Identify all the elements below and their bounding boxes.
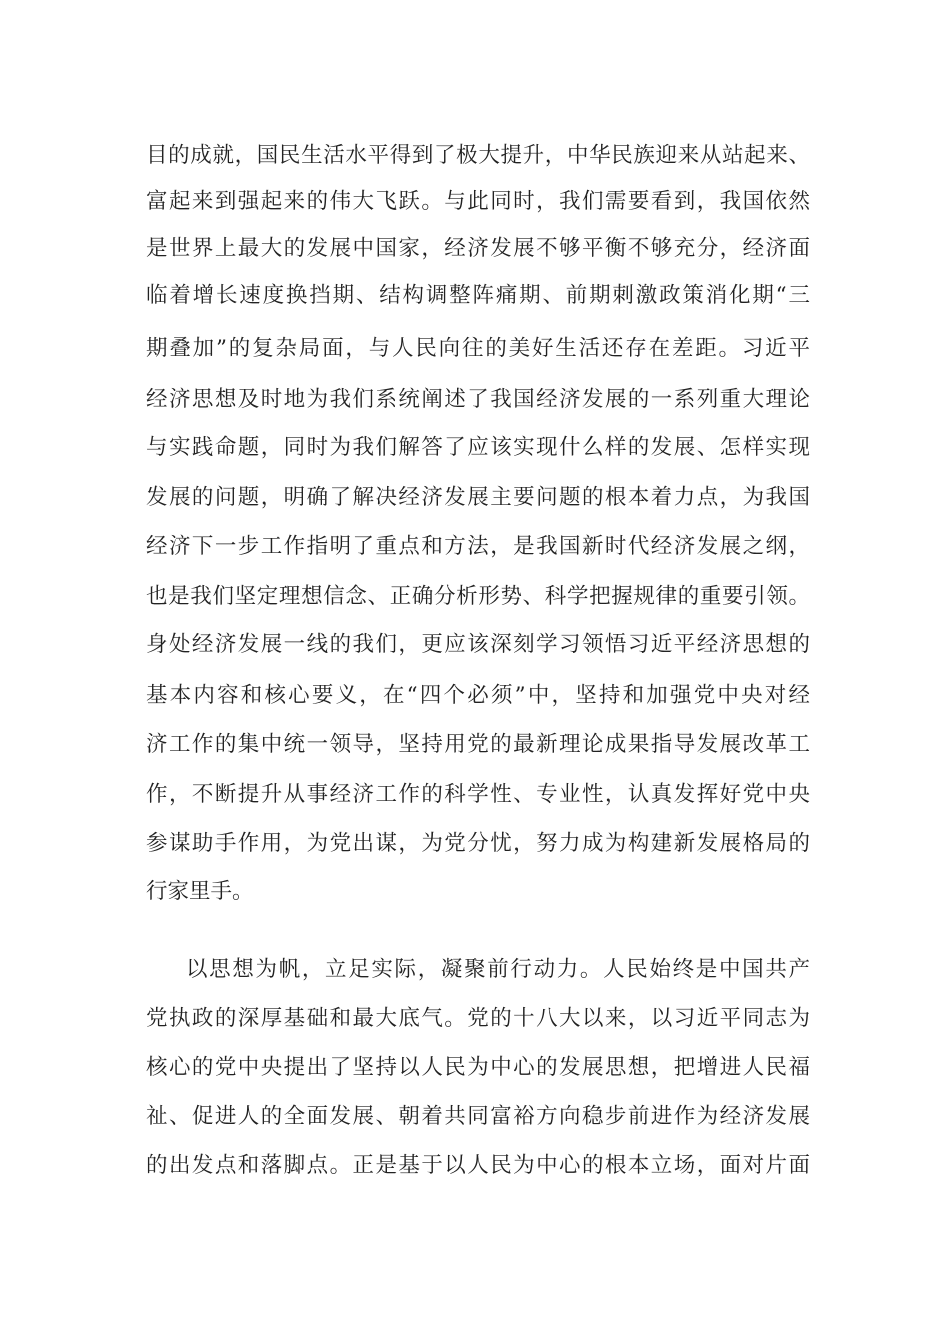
text-line: 是世界上最大的发展中国家，经济发展不够平衡不够充分，经济面 (146, 236, 810, 261)
text-line: 期叠加”的复杂局面，与人民向往的美好生活还存在差距。习近平 (146, 336, 810, 361)
text-line: 参谋助手作用，为党出谋，为党分忧，努力成为构建新发展格局的 (146, 831, 810, 856)
text-line: 与实践命题，同时为我们解答了应该实现什么样的发展、怎样实现 (146, 435, 810, 460)
text-line: 经济思想及时地为我们系统阐述了我国经济发展的一系列重大理论 (146, 387, 810, 412)
text-line: 身处经济发展一线的我们，更应该深刻学习领悟习近平经济思想的 (146, 632, 810, 657)
text-line: 发展的问题，明确了解决经济发展主要问题的根本着力点，为我国 (146, 485, 810, 510)
text-line: 基本内容和核心要义，在“四个必须”中，坚持和加强党中央对经 (146, 683, 810, 708)
text-line: 济工作的集中统一领导，坚持用党的最新理论成果指导发展改革工 (146, 732, 810, 757)
text-line: 作，不断提升从事经济工作的科学性、专业性，认真发挥好党中央 (146, 782, 810, 807)
text-line: 祉、促进人的全面发展、朝着共同富裕方向稳步前进作为经济发展 (146, 1104, 810, 1129)
text-line: 经济下一步工作指明了重点和方法，是我国新时代经济发展之纲， (146, 534, 810, 559)
text-line: 党执政的深厚基础和最大底气。党的十八大以来，以习近平同志为 (146, 1006, 810, 1031)
text-line: 的出发点和落脚点。正是基于以人民为中心的根本立场，面对片面 (146, 1153, 810, 1178)
text-line: 行家里手。 (146, 879, 254, 904)
text-line: 目的成就，国民生活水平得到了极大提升，中华民族迎来从站起来、 (146, 143, 810, 168)
text-line: 也是我们坚定理想信念、正确分析形势、科学把握规律的重要引领。 (146, 584, 810, 609)
text-line: 富起来到强起来的伟大飞跃。与此同时，我们需要看到，我国依然 (146, 189, 810, 214)
text-line: 核心的党中央提出了坚持以人民为中心的发展思想，把增进人民福 (146, 1055, 810, 1080)
text-line: 临着增长速度换挡期、结构调整阵痛期、前期刺激政策消化期“三 (146, 283, 810, 308)
text-line: 以思想为帆，立足实际，凝聚前行动力。人民始终是中国共产 (186, 957, 810, 982)
